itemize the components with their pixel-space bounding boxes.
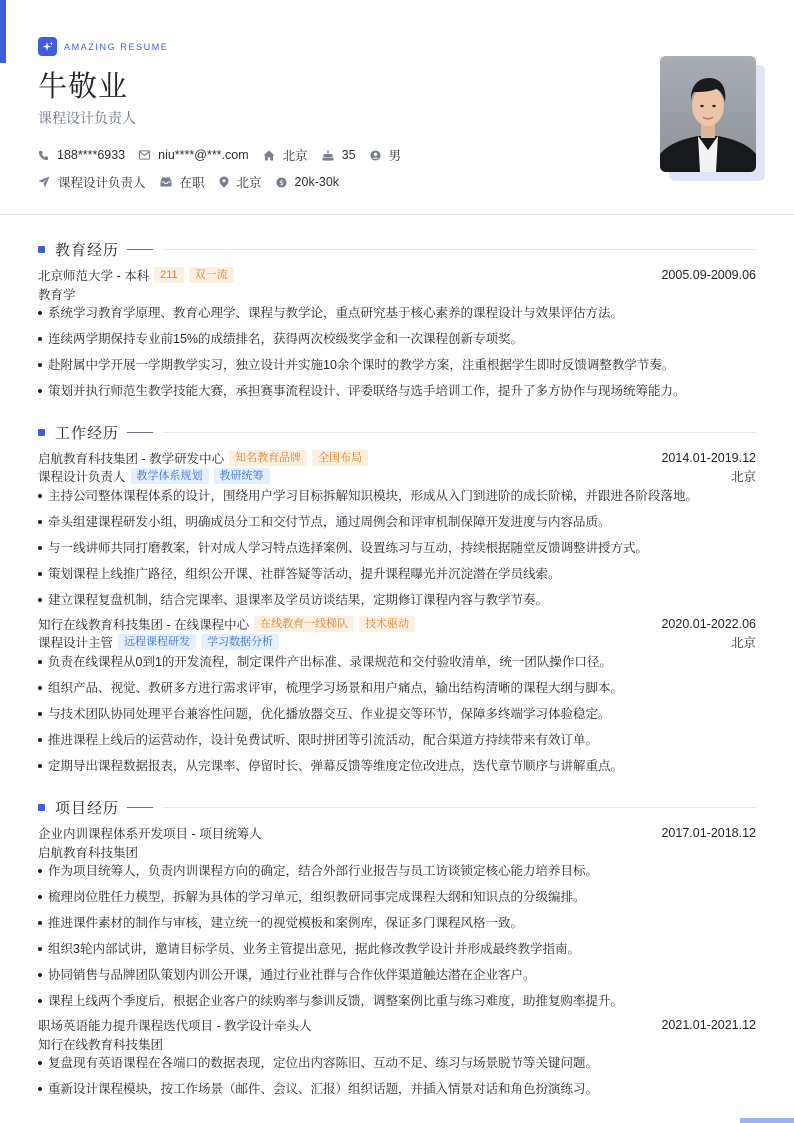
company-name: 启航教育科技集团 - 教学研发中心 [38,451,225,466]
projects-section-title [38,797,756,818]
work-bullets [38,654,756,784]
send-icon [38,176,50,188]
project-org-row [38,843,756,860]
school-tag: 双一流 [189,267,234,283]
project-name: 职场英语能力提升课程迭代项目 - 教学设计牵头人 [38,1018,312,1033]
intent-row [38,173,353,191]
mail-icon [139,150,150,160]
list-item: 与一线讲师共同打磨教案，针对成人学习特点选择案例、设置练习与互动，持续根据随堂反馈调整讲授方式。 [38,540,756,566]
list-item: 复盘现有英语课程在各端口的数据表现，定位出内容陈旧、互动不足、练习与场景脱节等关键问题。 [38,1055,756,1081]
salary-item [276,175,339,189]
role-name: 课程设计主管 [38,635,114,650]
profile-photo [660,56,756,172]
role-tag: 教研统筹 [214,468,270,484]
location-pin-icon [219,176,229,188]
age-value: 35 [341,148,356,162]
school-tag: 211 [154,267,184,283]
money-icon [276,177,287,188]
section-heading: 项目经历 [55,800,120,817]
list-item: 推进课程上线后的运营动作，设计免费试听、限时拼团等引流活动，配合渠道方持续带来有效订单。 [38,732,756,758]
role-tag: 远程课程研发 [118,634,196,650]
work-entry-head [38,449,756,466]
phone-value: 188****6933 [57,148,126,162]
section-heading: 教育经历 [55,242,120,259]
work-location: 北京 [730,635,756,650]
company-name: 知行在线教育科技集团 - 在线课程中心 [38,617,250,632]
list-item: 作为项目统筹人，负责内训课程方向的确定，结合外部行业报告与员工访谈锁定核心能力培养目标。 [38,863,756,889]
education-bullets [38,305,756,409]
section-marker [38,429,45,436]
work-section-title [38,422,756,443]
list-item: 梳理岗位胜任力模型，拆解为具体的学习单元，组织教研同事完成课程大纲和知识点的分级编排。 [38,889,756,915]
list-item: 协同销售与品牌团队策划内训公开课，通过行业社群与合作伙伴渠道触达潜在企业客户。 [38,967,756,993]
work-date: 2020.01-2022.06 [661,616,756,631]
project-entry-head [38,1016,756,1033]
city-item [263,146,308,164]
list-item: 重新设计课程模块，按工作场景（邮件、会议、汇报）组织话题，并插入情景对话和角色扮演练习。 [38,1081,756,1107]
list-item: 牵头组建课程研发小组，明确成员分工和交付节点，通过周例会和评审机制保障开发进度与内容品质。 [38,514,756,540]
sparkle-icon [38,37,57,56]
work-bullets [38,488,756,618]
work-role-row [38,467,756,484]
project-date: 2021.01-2021.12 [661,1017,756,1032]
work-date: 2014.01-2019.12 [661,450,756,465]
home-icon [263,150,275,161]
company-tag: 在线教育一线梯队 [254,616,354,632]
work-entry-head [38,615,756,632]
list-item: 课程上线两个季度后，根据企业客户的续购率与参训反馈，调整案例比重与练习难度，助推复购率提升。 [38,993,756,1019]
status-value: 在职 [179,176,205,190]
email-item [139,148,249,162]
gender-item [370,146,402,164]
bottom-decoration [740,1118,794,1123]
section-dash [127,807,153,808]
list-item: 策划并执行师范生教学技能大赛，承担赛事流程设计、评委联络与选手培训工作，提升了多方协作与现场统筹能力。 [38,383,756,409]
phone-item [38,148,125,162]
project-org: 启航教育科技集团 [38,845,139,860]
role-name: 课程设计负责人 [38,469,126,484]
gender-value: 男 [388,149,402,163]
age-item [322,148,356,162]
city-value: 北京 [282,149,308,163]
project-org: 知行在线教育科技集团 [38,1037,164,1052]
phone-icon [38,150,49,161]
brand [38,37,168,56]
project-org-row [38,1035,756,1052]
project-name: 企业内训课程体系开发项目 - 项目统筹人 [38,826,262,841]
project-date: 2017.01-2018.12 [661,825,756,840]
education-major-row [38,285,756,302]
brand-label: AMAZING RESUME [64,41,169,52]
candidate-title: 课程设计负责人 [38,110,136,126]
project-entry-head [38,824,756,841]
target-position-item [38,173,146,191]
user-icon [370,150,381,161]
project-bullets [38,1055,756,1107]
salary-value: 20k-30k [294,175,340,189]
work-location: 北京 [730,469,756,484]
section-heading: 工作经历 [55,425,120,442]
list-item: 组织产品、视觉、教研多方进行需求评审，梳理学习场景和用户痛点，输出结构清晰的课程大纲与脚本。 [38,680,756,706]
list-item: 负责在线课程从0到1的开发流程，制定课件产出标准、录课规范和交付验收清单，统一团队操作口径。 [38,654,756,680]
work-role-row [38,633,756,650]
list-item: 与技术团队协同处理平台兼容性问题，优化播放器交互、作业提交等环节，保障多终端学习体验稳定。 [38,706,756,732]
section-dash [127,432,153,433]
candidate-name: 牛敬业 [38,71,129,103]
role-tag: 教学体系规划 [131,468,209,484]
company-tag: 技术驱动 [359,616,415,632]
section-rule [163,249,756,250]
list-item: 建立课程复盘机制，结合完课率、退课率及学员访谈结果，定期修订课程内容与教学节奏。 [38,592,756,618]
major-name: 教育学 [38,287,76,302]
education-section-title [38,239,756,260]
inbox-icon [160,177,172,187]
role-tag: 学习数据分析 [201,634,279,650]
company-tag: 全国布局 [312,450,368,466]
svg-text:$: $ [278,177,284,187]
section-rule [163,432,756,433]
list-item: 定期导出课程数据报表，从完课率、停留时长、弹幕反馈等维度定位改进点，迭代章节顺序与讲解重点。 [38,758,756,784]
section-dash [127,249,153,250]
status-item [160,173,205,191]
list-item: 系统学习教育学原理、教育心理学、课程与教学论，重点研究基于核心素养的课程设计与效果评估方法。 [38,305,756,331]
list-item: 组织3轮内部试讲，邀请目标学员、业务主管提出意见，据此修改教学设计并形成最终教学指南。 [38,941,756,967]
section-rule [163,807,756,808]
list-item: 推进课件素材的制作与审核，建立统一的视觉模板和案例库，保证多门课程风格一致。 [38,915,756,941]
section-marker [38,804,45,811]
project-bullets [38,863,756,1019]
list-item: 赴附属中学开展一学期教学实习，独立设计并实施10余个课时的教学方案，注重根据学生即时反馈调整教学节奏。 [38,357,756,383]
cake-icon [322,150,334,161]
education-date: 2005.09-2009.06 [661,267,756,282]
education-entry-head [38,266,756,283]
target-city-value: 北京 [236,176,262,190]
list-item: 策划课程上线推广路径，组织公开课、社群答疑等活动，提升课程曝光并沉淀潜在学员线索。 [38,566,756,592]
resume-header [0,0,794,215]
email-value: niu****@***.com [158,148,249,162]
target-position-value: 课程设计负责人 [58,176,146,190]
company-tag: 知名教育品牌 [229,450,307,466]
contact-row [38,146,415,164]
target-city-item [219,173,262,191]
section-marker [38,246,45,253]
list-item: 主持公司整体课程体系的设计，围绕用户学习目标拆解知识模块，形成从入门到进阶的成长阶梯，并跟进各阶段落地。 [38,488,756,514]
list-item: 连续两学期保持专业前15%的成绩排名，获得两次校级奖学金和一次课程创新专项奖。 [38,331,756,357]
school-name: 北京师范大学 - 本科 [38,268,150,283]
